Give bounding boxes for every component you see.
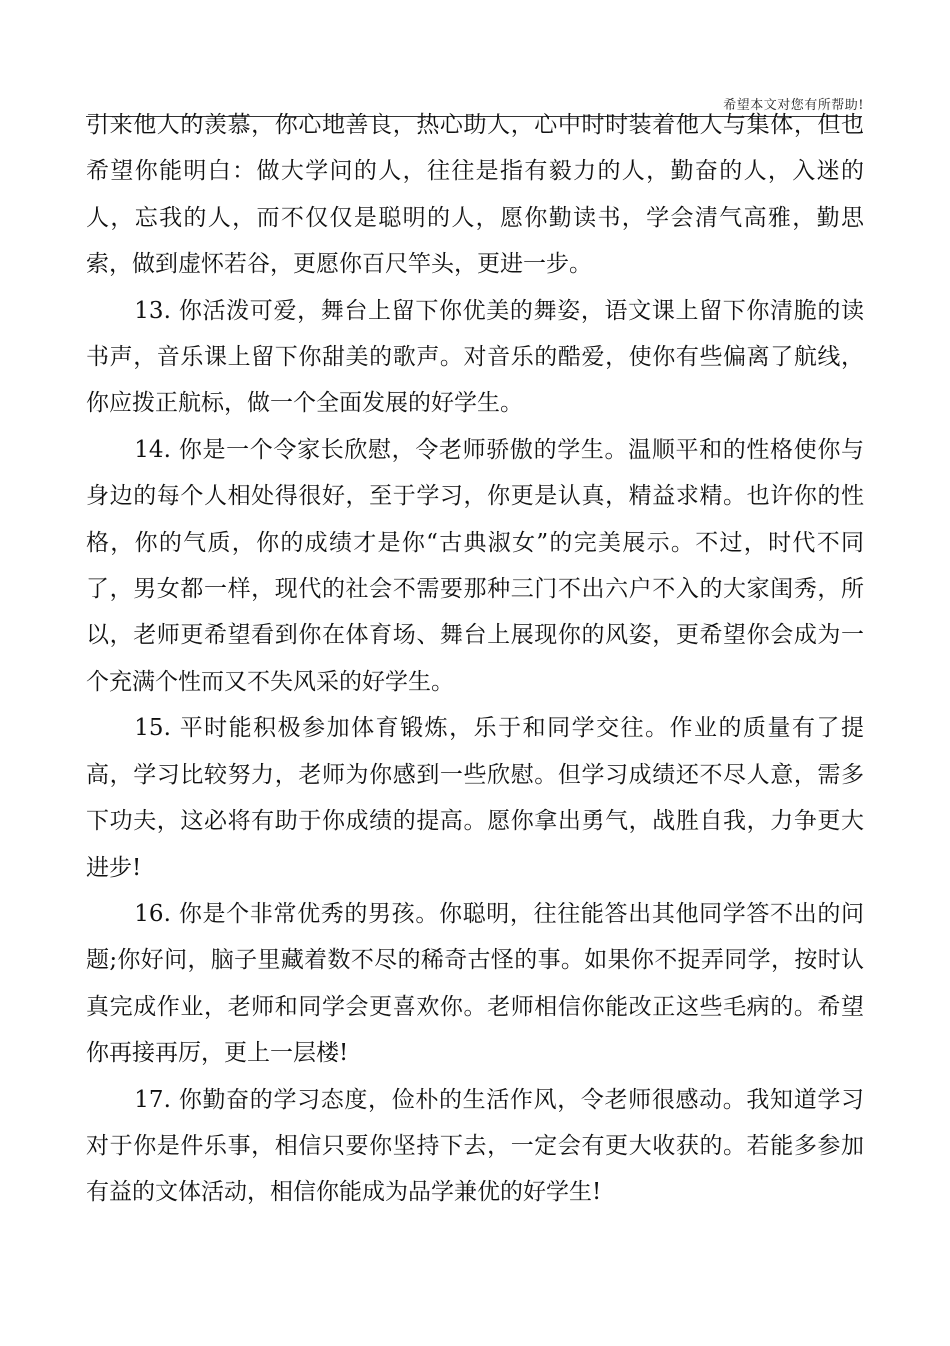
item-number: 17. (134, 1086, 171, 1113)
item-number: 13. (134, 297, 171, 324)
document-body (86, 102, 864, 1216)
header-note: 希望本文对您有所帮助! (723, 98, 864, 113)
comment-item-14 (86, 427, 864, 705)
comment-item-15 (86, 705, 864, 891)
comment-item-17 (86, 1077, 864, 1216)
item-text: 你是一个令家长欣慰，令老师骄傲的学生。温顺平和的性格使你与身边的每个人相处得很好，至于学习，你更是认真，精益求精。也许你的性格，你的气质，你的成绩才是你“古典淑女”的完美展示。不过，时代不同了，男女都一样，现代的社会不需要那种三门不出六户不入的大家闺秀，所以，老师更希望看到你在体育场、舞台上展现你的风姿，更希望你会成为一个充满个性而又不失风采的好学生。 (86, 436, 865, 695)
item-text: 平时能积极参加体育锻炼，乐于和同学交往。作业的质量有了提高，学习比较努力，老师为你感到一些欣慰。但学习成绩还不尽人意，需多下功夫，这必将有助于你成绩的提高。愿你拿出勇气，战胜自我，力争更大进步! (86, 715, 865, 881)
item-text: 你活泼可爱，舞台上留下你优美的舞姿，语文课上留下你清脆的读书声，音乐课上留下你甜美的歌声。对音乐的酷爱，使你有些偏离了航线，你应拨正航标，做一个全面发展的好学生。 (86, 297, 865, 417)
comment-item-13 (86, 288, 864, 427)
item-number: 14. (134, 436, 171, 463)
item-text: 你是个非常优秀的男孩。你聪明，往往能答出其他同学答不出的问题;你好问，脑子里藏着数不尽的稀奇古怪的事。如果你不捉弄同学，按时认真完成作业，老师和同学会更喜欢你。老师相信你能改正这些毛病的。希望你再接再厉，更上一层楼! (86, 900, 865, 1067)
item-number: 15. (134, 715, 171, 742)
item-number: 16. (134, 900, 171, 927)
comment-item-16 (86, 891, 864, 1077)
item-text: 你勤奋的学习态度，俭朴的生活作风，令老师很感动。我知道学习对于你是件乐事，相信只要你坚持下去，一定会有更大收获的。若能多参加有益的文体活动，相信你能成为品学兼优的好学生! (86, 1086, 865, 1206)
continuation-paragraph: 引来他人的羡慕，你心地善良，热心助人，心中时时装着他人与集体，但也希望你能明白：做大学问的人，往往是指有毅力的人，勤奋的人，入迷的人，忘我的人，而不仅仅是聪明的人，愿你勤读书，学会清气高雅，勤思索，做到虚怀若谷，更愿你百尺竿头，更进一步。 (86, 112, 864, 278)
